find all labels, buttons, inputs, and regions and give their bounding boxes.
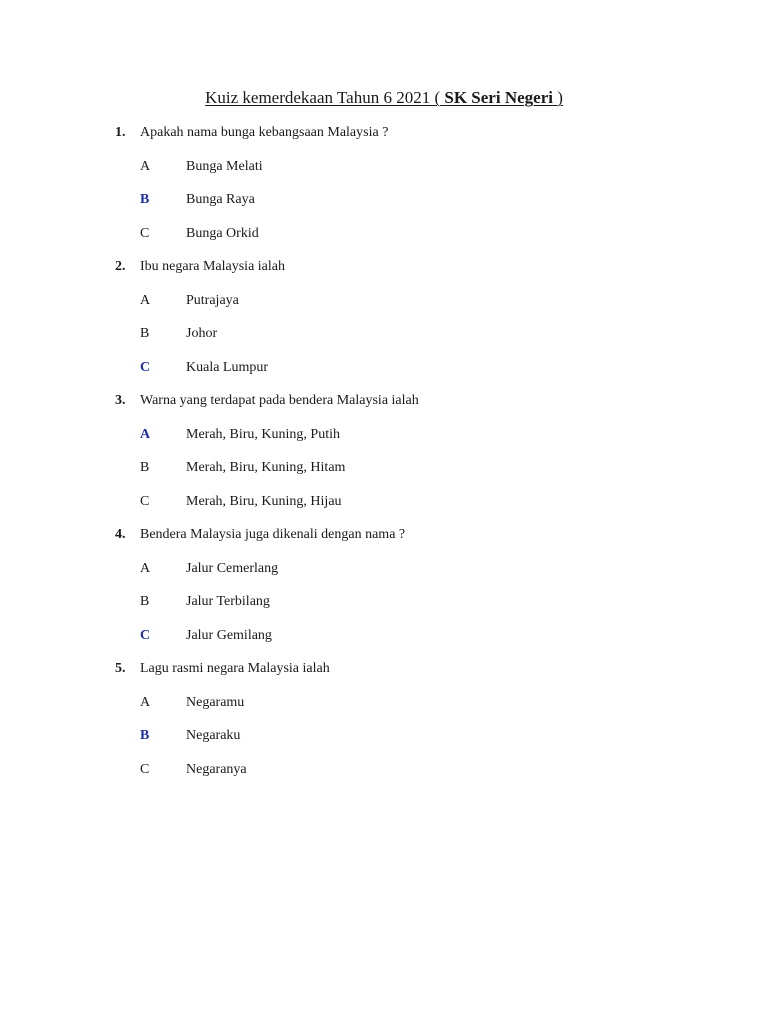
question-2 <box>0 256 768 379</box>
question-3 <box>0 390 768 513</box>
option-c <box>0 491 768 513</box>
option-b <box>0 189 768 211</box>
option-b <box>0 323 768 345</box>
option-text: Bunga Melati <box>186 158 263 174</box>
option-letter: C <box>140 359 151 375</box>
title-suffix: ) <box>552 88 563 107</box>
option-text: Bunga Raya <box>186 192 255 207</box>
option-text: Jalur Cemerlang <box>186 560 279 576</box>
question-line <box>0 658 768 680</box>
question-text: Ibu negara Malaysia ialah <box>140 259 285 274</box>
option-letter: A <box>140 426 151 442</box>
question-number: 3. <box>115 393 126 408</box>
option-a <box>0 692 768 714</box>
option-letter: A <box>140 158 151 174</box>
question-4 <box>0 524 768 647</box>
question-5 <box>0 658 768 781</box>
question-number: 1. <box>115 125 126 140</box>
option-letter: B <box>140 594 150 609</box>
option-text: Merah, Biru, Kuning, Hijau <box>186 493 342 509</box>
option-text: Merah, Biru, Kuning, Hitam <box>186 460 346 475</box>
title-school: SK Seri Negeri <box>444 88 553 107</box>
option-letter: C <box>140 627 151 643</box>
question-text: Apakah nama bunga kebangsaan Malaysia ? <box>140 125 389 140</box>
option-text: Kuala Lumpur <box>186 359 269 375</box>
option-letter: C <box>140 761 150 777</box>
question-line <box>0 122 768 144</box>
option-text: Bunga Orkid <box>186 225 259 241</box>
option-text: Merah, Biru, Kuning, Putih <box>186 426 340 442</box>
option-text: Negaranya <box>186 761 247 777</box>
question-text: Bendera Malaysia juga dikenali dengan nama ? <box>140 527 406 542</box>
option-letter: B <box>140 728 150 743</box>
option-letter: B <box>140 460 150 475</box>
option-a <box>0 290 768 312</box>
option-c <box>0 625 768 647</box>
option-a <box>0 156 768 178</box>
option-b <box>0 725 768 747</box>
option-text: Johor <box>186 326 218 341</box>
option-text: Negaraku <box>186 728 241 743</box>
option-letter: B <box>140 192 150 207</box>
question-text: Lagu rasmi negara Malaysia ialah <box>140 661 330 676</box>
option-letter: B <box>140 326 150 341</box>
option-b <box>0 457 768 479</box>
question-line <box>0 256 768 278</box>
option-a <box>0 424 768 446</box>
option-c <box>0 759 768 781</box>
option-b <box>0 591 768 613</box>
question-text: Warna yang terdapat pada bendera Malaysia ialah <box>140 393 419 408</box>
page-title <box>0 87 768 109</box>
option-letter: A <box>140 694 151 710</box>
question-number: 2. <box>115 259 126 274</box>
option-text: Jalur Gemilang <box>186 627 272 643</box>
question-line <box>0 390 768 412</box>
question-number: 5. <box>115 661 126 676</box>
option-letter: C <box>140 493 150 509</box>
question-number: 4. <box>115 527 126 542</box>
option-c <box>0 223 768 245</box>
question-line <box>0 524 768 546</box>
option-c <box>0 357 768 379</box>
option-a <box>0 558 768 580</box>
option-text: Putrajaya <box>186 292 239 308</box>
option-letter: A <box>140 292 151 308</box>
question-1 <box>0 122 768 245</box>
option-letter: C <box>140 225 150 241</box>
option-text: Negaramu <box>186 694 245 710</box>
option-letter: A <box>140 560 151 576</box>
option-text: Jalur Terbilang <box>186 594 270 609</box>
title-prefix: Kuiz kemerdekaan Tahun 6 2021 ( <box>205 88 445 107</box>
